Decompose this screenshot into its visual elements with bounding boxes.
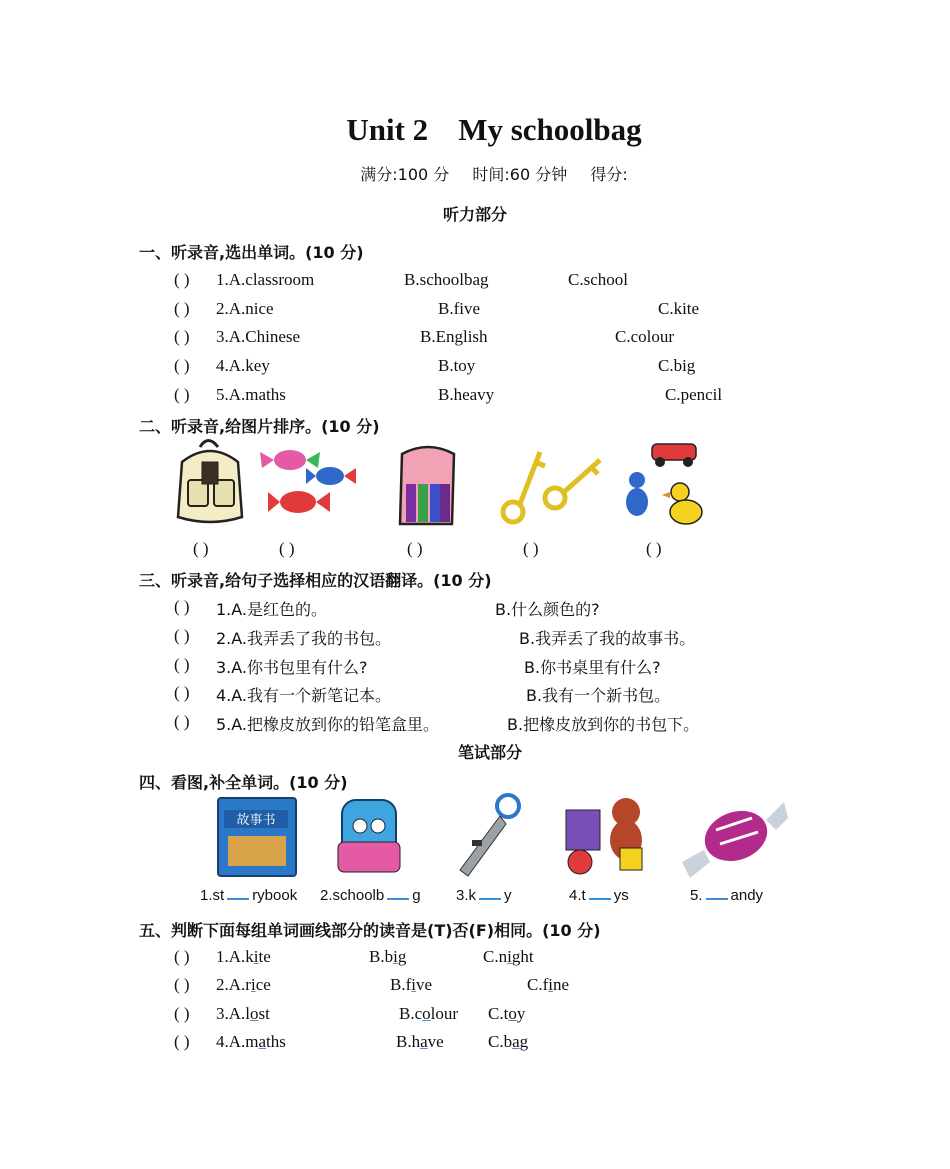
answer-bracket[interactable]: ( ) — [174, 683, 190, 702]
underlined-letter: a — [420, 1032, 428, 1051]
option-b: B.heavy — [438, 385, 495, 404]
underlined-letter: i — [250, 975, 256, 994]
word-part: B.b — [369, 947, 394, 966]
word-suffix: rybook — [252, 887, 298, 904]
option-c — [488, 1004, 525, 1024]
word-part: ve — [415, 975, 433, 994]
word-part: 2.A.r — [216, 975, 251, 994]
answer-bracket[interactable]: ( ) — [174, 327, 190, 346]
title-name: My schoolbag — [458, 112, 642, 147]
option-b — [369, 947, 406, 967]
word-part: ght — [511, 947, 534, 966]
option-a — [216, 1032, 286, 1052]
underlined-letter: i — [411, 975, 416, 994]
answer-bracket[interactable]: ( ) — [174, 299, 190, 318]
underlined-letter: a — [258, 1032, 267, 1051]
option-a: 3.A.Chinese — [216, 327, 301, 346]
answer-bracket[interactable]: ( ) — [174, 655, 190, 674]
word-part: B.h — [396, 1032, 421, 1051]
score-field: 得分: — [590, 165, 628, 184]
word-prefix: 2.schoolb — [320, 887, 385, 904]
word-part: C.t — [488, 1004, 509, 1023]
option-c — [527, 975, 569, 995]
letter-blank[interactable] — [589, 884, 611, 900]
schoolbag-picture — [178, 441, 242, 523]
schoolbag-picture — [338, 800, 400, 872]
answer-bracket[interactable]: ( ) — [646, 539, 662, 558]
word-prefix: 5. — [690, 887, 703, 904]
answer-bracket[interactable]: ( ) — [174, 1032, 190, 1051]
letter-blank[interactable] — [706, 884, 728, 900]
word-part: ve — [427, 1032, 444, 1051]
option-a: 2.A.nice — [216, 299, 274, 318]
key-picture — [460, 795, 519, 876]
title-unit: Unit 2 — [346, 112, 429, 147]
word-part: C.f — [527, 975, 549, 994]
answer-bracket[interactable]: ( ) — [174, 385, 190, 404]
answer-bracket[interactable]: ( ) — [174, 356, 190, 375]
underlined-letter: o — [508, 1004, 517, 1023]
q4-item — [569, 884, 629, 904]
word-prefix: 1.st — [200, 887, 225, 904]
q4-title: 四、看图,补全单词。(10 分) — [139, 773, 348, 792]
option-b: B.你书桌里有什么? — [524, 658, 661, 677]
option-b: B.我弄丢了我的故事书。 — [519, 629, 696, 648]
word-suffix: g — [412, 887, 421, 904]
word-part: B.c — [399, 1004, 423, 1023]
option-a — [216, 1004, 270, 1024]
word-part: lour — [430, 1004, 459, 1023]
underlined-letter: o — [422, 1004, 431, 1023]
toys-picture — [566, 798, 642, 874]
candies-picture — [260, 450, 356, 513]
word-part: C.n — [483, 947, 508, 966]
option-b: B.什么颜色的? — [495, 600, 600, 619]
word-part: 1.A.k — [216, 947, 254, 966]
answer-bracket[interactable]: ( ) — [279, 539, 295, 558]
option-a: 2.A.我弄丢了我的书包。 — [216, 629, 392, 648]
pencil-box-picture — [400, 447, 454, 524]
word-part: B.f — [390, 975, 412, 994]
option-b: B.把橡皮放到你的书包下。 — [507, 715, 700, 734]
word-part: te — [258, 947, 271, 966]
answer-bracket[interactable]: ( ) — [174, 626, 190, 645]
answer-bracket[interactable]: ( ) — [193, 539, 209, 558]
toys-picture — [626, 444, 702, 524]
answer-bracket[interactable]: ( ) — [174, 1004, 190, 1023]
answer-bracket[interactable]: ( ) — [523, 539, 539, 558]
candy-picture — [682, 802, 788, 878]
option-b — [399, 1004, 458, 1024]
option-a: 4.A.我有一个新笔记本。 — [216, 686, 392, 705]
option-a: 5.A.maths — [216, 385, 286, 404]
q1-title: 一、听录音,选出单词。(10 分) — [139, 243, 364, 262]
exam-meta — [0, 162, 950, 185]
option-b: B.schoolbag — [404, 270, 489, 289]
option-c — [488, 1032, 528, 1052]
word-part: 4.A.m — [216, 1032, 259, 1051]
q5-title: 五、判断下面每组单词画线部分的读音是(T)否(F)相同。(10 分) — [139, 921, 601, 940]
answer-bracket[interactable]: ( ) — [174, 712, 190, 731]
option-c: C.pencil — [665, 385, 723, 404]
answer-bracket[interactable]: ( ) — [174, 270, 190, 289]
q4-pictures — [210, 790, 790, 882]
book-title: 故事书 — [236, 813, 276, 828]
full-marks: 满分:100 分 — [360, 165, 450, 184]
listening-heading: 听力部分 — [442, 205, 507, 224]
word-suffix: ys — [613, 887, 629, 904]
option-c — [483, 947, 534, 967]
letter-blank[interactable] — [387, 884, 409, 900]
q4-item — [200, 884, 297, 904]
option-a — [216, 947, 271, 967]
letter-blank[interactable] — [227, 884, 249, 900]
option-b: B.five — [438, 299, 481, 318]
underlined-letter: a — [512, 1032, 520, 1051]
underlined-letter: i — [548, 975, 553, 994]
q2-pictures — [170, 432, 710, 532]
word-part: 3.A.l — [216, 1004, 250, 1023]
underlined-letter: i — [253, 947, 259, 966]
underlined-letter: i — [507, 947, 512, 966]
underlined-letter: o — [250, 1004, 259, 1023]
option-a — [216, 975, 271, 995]
answer-bracket[interactable]: ( ) — [407, 539, 423, 558]
word-suffix: y — [504, 887, 512, 904]
answer-bracket[interactable]: ( ) — [174, 947, 190, 966]
letter-blank[interactable] — [479, 884, 501, 900]
writing-heading: 笔试部分 — [457, 743, 522, 762]
word-part: y — [516, 1004, 526, 1023]
word-prefix: 4.t — [569, 887, 586, 904]
option-c: C.big — [658, 356, 696, 375]
q4-item — [456, 884, 512, 904]
storybook-picture — [218, 798, 296, 876]
exam-time: 时间:60 分钟 — [472, 165, 568, 184]
answer-bracket[interactable]: ( ) — [174, 597, 190, 616]
option-a: 3.A.你书包里有什么? — [216, 658, 368, 677]
word-part: ne — [552, 975, 570, 994]
word-part: g — [519, 1032, 529, 1051]
underlined-letter: i — [393, 947, 398, 966]
word-part: ce — [255, 975, 271, 994]
word-part: C.b — [488, 1032, 513, 1051]
answer-bracket[interactable]: ( ) — [174, 975, 190, 994]
word-part: ths — [266, 1032, 286, 1051]
q2-title: 二、听录音,给图片排序。(10 分) — [139, 417, 380, 436]
option-b — [390, 975, 432, 995]
option-a: 4.A.key — [216, 356, 270, 375]
option-b: B.English — [420, 327, 488, 346]
q4-item — [690, 884, 763, 904]
option-b: B.toy — [438, 356, 476, 375]
word-part: g — [397, 947, 407, 966]
option-c: C.kite — [658, 299, 700, 318]
option-a: 1.A.是红色的。 — [216, 600, 328, 619]
word-suffix: andy — [730, 887, 764, 904]
keys-picture — [503, 452, 600, 522]
option-c: C.colour — [615, 327, 675, 346]
word-part: st — [258, 1004, 270, 1023]
q4-item — [320, 884, 421, 904]
option-b — [396, 1032, 444, 1052]
option-c: C.school — [568, 270, 628, 289]
option-b: B.我有一个新书包。 — [526, 686, 671, 705]
word-prefix: 3.k — [456, 887, 477, 904]
option-a: 5.A.把橡皮放到你的铅笔盒里。 — [216, 715, 440, 734]
page-title — [0, 112, 950, 148]
option-a: 1.A.classroom — [216, 270, 315, 289]
q3-title: 三、听录音,给句子选择相应的汉语翻译。(10 分) — [139, 571, 492, 590]
